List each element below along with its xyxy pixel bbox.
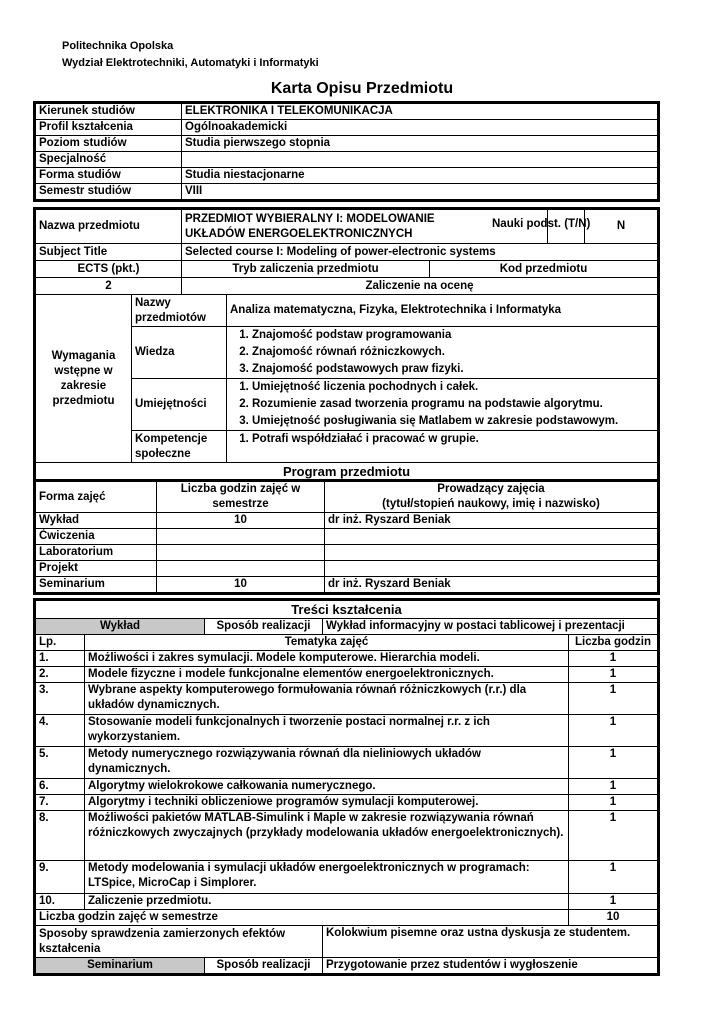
- table-row: 9. Metody modelowania i symulacji układów energoelektronicznych w programach: LTSpice, MicroCap i Simplorer. 1: [36, 861, 658, 894]
- content-title: Treści kształcenia: [36, 601, 658, 619]
- study-row: [36, 104, 658, 120]
- subject-title-value: Selected course I: Modeling of power-electronic systems: [182, 244, 658, 261]
- mode-label: Tryb zaliczenia przedmiotu: [182, 261, 430, 278]
- study-row: [36, 184, 658, 200]
- table-row: 2. Modele fizyczne i modele funkcjonalne elementów energoelektronicznych. 1: [36, 667, 658, 683]
- study-row: [36, 136, 658, 152]
- study-label: Profil kształcenia: [36, 120, 182, 136]
- table-row: 8. Możliwości pakietów MATLAB-Simulink i Maple w zakresie rozwiązywania równań różniczkowych zwyczajnych (przykłady modelowania układów energoelektronicznych). 1: [36, 811, 658, 861]
- total-hours-label: Liczba godzin zajęć w semestrze: [36, 910, 569, 926]
- study-info-box: [33, 101, 660, 202]
- study-label: Kierunek studiów: [36, 104, 182, 120]
- subjects-label: Nazwy przedmiotów: [132, 295, 227, 327]
- table-row: Ćwiczenia: [36, 529, 658, 545]
- study-row: [36, 152, 658, 168]
- study-label: Specjalność: [36, 152, 182, 168]
- table-row: 5. Metody numerycznego rozwiązywania równań dla nieliniowych układów dynamicznych. 1: [36, 747, 658, 779]
- program-title: Program przedmiotu: [36, 463, 658, 480]
- code-label: Kod przedmiotu: [430, 261, 658, 278]
- study-row: [36, 120, 658, 136]
- verification-value: Kolokwium pisemne oraz ustna dyskusja ze studentem.: [323, 926, 658, 958]
- total-hours-value: 10: [569, 910, 658, 926]
- teacher-col-header: Prowadzący zajęcia (tytuł/stopień naukowy, imię i nazwisko): [325, 482, 658, 513]
- table-row: 4. Stosowanie modeli funkcjonalnych i tworzenie postaci normalnej r.r. z ich wykorzystaniem. 1: [36, 715, 658, 747]
- basic-sciences-label-text: Nauki podst. (T/N): [492, 218, 591, 230]
- topic-col-header: Tematyka zajęć: [85, 635, 569, 651]
- competence-list: 1. Potrafi współdziałać i pracować w grupie.: [227, 431, 658, 463]
- lp-col-header: Lp.: [36, 635, 85, 651]
- faculty-name: Wydział Elektrotechniki, Automatyki i Informatyki: [62, 57, 319, 69]
- verification-label: Sposoby sprawdzenia zamierzonych efektów kształcenia: [36, 926, 323, 958]
- table-row: 3. Wybrane aspekty komputerowego formułowania równań różniczkowych (r.r.) dla układów dynamicznych. 1: [36, 683, 658, 715]
- study-value: VIII: [182, 184, 658, 200]
- subjects-value: Analiza matematyczna, Fizyka, Elektrotechnika i Informatyka: [227, 295, 658, 327]
- competence-label: Kompetencje społeczne: [132, 431, 227, 463]
- table-row: 6. Algorytmy wielokrokowe całkowania numerycznego. 1: [36, 779, 658, 795]
- course-name: PRZEDMIOT WYBIERALNY I: MODELOWANIE UKŁADÓW ENERGOELEKTRONICZNYCH: [182, 210, 548, 244]
- seminar-realization: Przygotowanie przez studentów i wygłoszenie: [323, 958, 658, 974]
- table-row: Projekt: [36, 561, 658, 577]
- hours-col-header: Liczba godzin zajęć w semestrze: [157, 482, 325, 513]
- hours-col-header: Liczba godzin: [569, 635, 658, 651]
- study-value: Studia niestacjonarne: [182, 168, 658, 184]
- study-label: Semestr studiów: [36, 184, 182, 200]
- table-row: Seminarium 10 dr inż. Ryszard Beniak: [36, 577, 658, 593]
- study-value: ELEKTRONIKA I TELEKOMUNIKACJA: [182, 104, 658, 120]
- mode-value: Zaliczenie na ocenę: [182, 278, 658, 295]
- basic-sciences-value: N: [585, 210, 658, 244]
- study-label: Poziom studiów: [36, 136, 182, 152]
- skills-label: Umiejętności: [132, 379, 227, 431]
- course-name-label: Nazwa przedmiotu: [36, 210, 182, 244]
- table-row: Wykład 10 dr inż. Ryszard Beniak: [36, 513, 658, 529]
- content-box: [33, 598, 660, 976]
- seminar-realization-label: Sposób realizacji: [205, 958, 323, 974]
- ects-value: 2: [36, 278, 182, 295]
- skills-list: 1. Umiejętność liczenia pochodnych i całek. 2. Rozumienie zasad tworzenia programu na podstawie algorytmu. 3. Umiejętność posługiwania się Matlabem w zakresie podstawowym.: [227, 379, 658, 431]
- study-value: [182, 152, 658, 168]
- lecture-label: Wykład: [36, 619, 205, 635]
- ects-label: ECTS (pkt.): [36, 261, 182, 278]
- table-row: Laboratorium: [36, 545, 658, 561]
- table-row: 10. Zaliczenie przedmiotu. 1: [36, 894, 658, 910]
- seminar-label: Seminarium: [36, 958, 205, 974]
- realization-label: Sposób realizacji: [205, 619, 323, 635]
- university-name: Politechnika Opolska: [62, 40, 174, 52]
- table-row: 1. Możliwości i zakres symulacji. Modele komputerowe. Hierarchia modeli. 1: [36, 651, 658, 667]
- knowledge-label: Wiedza: [132, 327, 227, 379]
- knowledge-list: 1. Znajomość podstaw programowania 2. Znajomość równań różniczkowych. 3. Znajomość podstawowych praw fizyki.: [227, 327, 658, 379]
- study-label: Forma studiów: [36, 168, 182, 184]
- subject-title-label: Subject Title: [36, 244, 182, 261]
- requirements-label: Wymagania wstępne w zakresie przedmiotu: [36, 295, 132, 463]
- form-col-header: Forma zajęć: [36, 482, 157, 513]
- course-info-box: [33, 207, 660, 482]
- study-value: Ogólnoakademicki: [182, 120, 658, 136]
- program-box: [33, 479, 660, 595]
- study-row: [36, 168, 658, 184]
- study-value: Studia pierwszego stopnia: [182, 136, 658, 152]
- table-row: 7. Algorytmy i techniki obliczeniowe programów symulacji komputerowej. 1: [36, 795, 658, 811]
- lecture-realization: Wykład informacyjny w postaci tablicowej i prezentacji: [323, 619, 658, 635]
- page-title: Karta Opisu Przedmiotu: [270, 80, 454, 97]
